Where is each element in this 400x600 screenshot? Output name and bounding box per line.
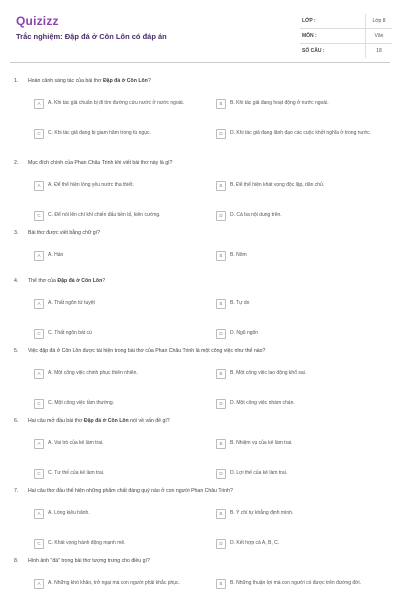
option-text: B. Khi tác giả đang hoạt động ở nước ngoài. bbox=[230, 100, 329, 106]
answer-option[interactable] bbox=[216, 100, 381, 109]
question-item bbox=[0, 418, 400, 476]
option-text: C. Khát vọng hành động mạnh mẽ. bbox=[48, 540, 126, 546]
option-letter-box: A bbox=[34, 251, 44, 261]
question-prompt-bold: Đập đá ở Côn Lôn bbox=[83, 418, 129, 424]
option-text: A. Vai trò của kẻ làm trai. bbox=[48, 440, 104, 446]
option-text: B. Tự do bbox=[230, 300, 250, 306]
option-letter-box: B bbox=[216, 369, 226, 379]
meta-value: 18 bbox=[365, 44, 392, 58]
question-prompt-text: Việc đập đá ở Côn Lôn được tái hiện trong bài thơ của Phan Châu Trinh là một công việc như thế nào? bbox=[28, 348, 266, 354]
option-letter-box: B bbox=[216, 579, 226, 589]
question-number: 6. bbox=[14, 418, 19, 424]
option-text: C. Khi tác giả đang bị giam hãm trong tù ngục. bbox=[48, 130, 151, 136]
answer-option[interactable] bbox=[216, 440, 381, 449]
page-title: Trắc nghiệm: Đập đá ở Côn Lôn có đáp án bbox=[16, 32, 167, 41]
answer-option[interactable] bbox=[34, 212, 199, 221]
question-number: 4. bbox=[14, 278, 19, 284]
question-prompt-text: Hai câu thơ đầu thể hiện những phẩm chất đáng quý nào ở con người Phan Châu Trinh? bbox=[28, 488, 233, 494]
option-letter-box: C bbox=[34, 399, 44, 409]
answer-option[interactable] bbox=[34, 252, 199, 261]
option-letter-box: D bbox=[216, 399, 226, 409]
option-letter-box: C bbox=[34, 329, 44, 339]
question-text bbox=[0, 160, 400, 166]
question-prompt bbox=[28, 78, 151, 84]
answer-option[interactable] bbox=[34, 580, 199, 589]
answer-option[interactable] bbox=[34, 130, 199, 139]
answer-option[interactable] bbox=[216, 370, 381, 379]
question-prompt-bold: Đập đá ở Côn Lôn bbox=[57, 278, 103, 284]
option-letter-box: B bbox=[216, 439, 226, 449]
question-item bbox=[0, 160, 400, 218]
question-prompt-text: Hai câu mở đầu bài thơ bbox=[28, 418, 84, 424]
question-prompt bbox=[28, 488, 233, 494]
meta-label: MÔN : bbox=[302, 33, 317, 39]
question-item bbox=[0, 278, 400, 336]
question-prompt-text: ? bbox=[102, 278, 106, 284]
option-text: B. Ý chí tự khẳng định mình. bbox=[230, 510, 294, 516]
option-letter-box: C bbox=[34, 211, 44, 221]
question-prompt-text: Mục đích chính của Phan Châu Trinh khi viết bài thơ này là gì? bbox=[28, 160, 173, 166]
meta-row-grade bbox=[300, 14, 392, 29]
answer-option[interactable] bbox=[34, 540, 199, 549]
option-text: B. Một công việc lao động khổ sai. bbox=[230, 370, 307, 376]
option-letter-box: A bbox=[34, 181, 44, 191]
question-prompt bbox=[28, 160, 172, 166]
option-text: C. Một công việc tầm thường. bbox=[48, 400, 115, 406]
answer-option[interactable] bbox=[216, 182, 381, 191]
question-prompt-text: Bài thơ được viết bằng chữ gì? bbox=[28, 230, 101, 236]
option-text: A. Thất ngôn tứ tuyệt bbox=[48, 300, 95, 306]
option-text: A. Để thể hiện lòng yêu nước tha thiết. bbox=[48, 182, 134, 188]
meta-label: SỐ CÂU : bbox=[302, 48, 325, 54]
question-item bbox=[0, 348, 400, 406]
question-text bbox=[0, 230, 400, 236]
question-item bbox=[0, 78, 400, 136]
question-prompt-text: Thể thơ của bbox=[28, 278, 58, 284]
answer-option[interactable] bbox=[34, 440, 199, 449]
option-letter-box: B bbox=[216, 99, 226, 109]
question-prompt-text: Hoàn cảnh sáng tác của bài thơ bbox=[28, 78, 103, 84]
option-text: C. Tư thế của kẻ làm trai. bbox=[48, 470, 105, 476]
option-text: A. Những khó khăn, trở ngại mà con người phải khắc phục. bbox=[48, 580, 180, 586]
option-letter-box: D bbox=[216, 329, 226, 339]
answer-option[interactable] bbox=[216, 540, 381, 549]
question-prompt-text: Hình ảnh "đá" trong bài thơ tượng trưng cho điều gì? bbox=[28, 558, 150, 564]
meta-value: Văn bbox=[365, 29, 392, 43]
question-number: 7. bbox=[14, 488, 19, 494]
option-letter-box: A bbox=[34, 99, 44, 109]
answer-option[interactable] bbox=[216, 580, 381, 589]
option-letter-box: D bbox=[216, 129, 226, 139]
option-text: A. Một công việc chinh phục thiên nhiên. bbox=[48, 370, 138, 376]
answer-option[interactable] bbox=[216, 130, 381, 139]
option-letter-box: A bbox=[34, 579, 44, 589]
question-prompt bbox=[28, 230, 100, 236]
question-prompt-text: nói về vấn đề gì? bbox=[128, 418, 170, 424]
question-text bbox=[0, 78, 400, 84]
option-text: A. Khi tác giả chuẩn bị đi tìm đường cứu nước ở nước ngoài. bbox=[48, 100, 185, 106]
question-number: 2. bbox=[14, 160, 19, 166]
meta-table bbox=[300, 14, 392, 58]
option-text: D. Kết hợp cả A, B, C. bbox=[230, 540, 280, 546]
answer-option[interactable] bbox=[34, 470, 199, 479]
option-text: B. Nôm bbox=[230, 252, 247, 258]
option-text: D. Lợi thế của kẻ làm trai. bbox=[230, 470, 288, 476]
question-text bbox=[0, 278, 400, 284]
answer-option[interactable] bbox=[216, 300, 381, 309]
answer-option[interactable] bbox=[216, 510, 381, 519]
option-letter-box: A bbox=[34, 509, 44, 519]
option-text: C. Để nói lên chí khí chiến đấu bền bỉ, kiên cường. bbox=[48, 212, 161, 218]
meta-value: Lớp 8 bbox=[365, 14, 392, 28]
answer-option[interactable] bbox=[34, 330, 199, 339]
answer-option[interactable] bbox=[216, 252, 381, 261]
option-text: D. Ngũ ngôn bbox=[230, 330, 259, 336]
question-prompt bbox=[28, 558, 150, 564]
option-letter-box: D bbox=[216, 539, 226, 549]
option-letter-box: D bbox=[216, 469, 226, 479]
meta-label: LỚP : bbox=[302, 18, 316, 24]
answer-option[interactable] bbox=[34, 182, 199, 191]
answer-option[interactable] bbox=[216, 330, 381, 339]
question-number: 1. bbox=[14, 78, 19, 84]
meta-row-count bbox=[300, 44, 392, 58]
question-number: 3. bbox=[14, 230, 19, 236]
header-divider bbox=[10, 62, 390, 63]
question-text bbox=[0, 558, 400, 564]
option-letter-box: D bbox=[216, 211, 226, 221]
question-item bbox=[0, 230, 400, 258]
option-letter-box: A bbox=[34, 299, 44, 309]
answer-option[interactable] bbox=[216, 400, 381, 409]
option-letter-box: A bbox=[34, 439, 44, 449]
question-prompt bbox=[28, 418, 170, 424]
question-number: 8. bbox=[14, 558, 19, 564]
option-letter-box: B bbox=[216, 299, 226, 309]
option-text: A. Hán bbox=[48, 252, 64, 258]
question-item bbox=[0, 558, 400, 586]
option-letter-box: A bbox=[34, 369, 44, 379]
answer-option[interactable] bbox=[34, 300, 199, 309]
answer-option[interactable] bbox=[34, 510, 199, 519]
question-prompt bbox=[28, 348, 265, 354]
answer-option[interactable] bbox=[34, 370, 199, 379]
answer-option[interactable] bbox=[34, 400, 199, 409]
question-prompt bbox=[28, 278, 105, 284]
option-text: C. Thất ngôn bát cú bbox=[48, 330, 92, 336]
question-text bbox=[0, 488, 400, 494]
question-number: 5. bbox=[14, 348, 19, 354]
question-item bbox=[0, 488, 400, 546]
question-prompt-text: ? bbox=[147, 78, 151, 84]
answer-option[interactable] bbox=[216, 212, 381, 221]
answer-option[interactable] bbox=[34, 100, 199, 109]
question-text bbox=[0, 348, 400, 354]
option-letter-box: B bbox=[216, 251, 226, 261]
option-text: B. Nhiệm vụ của kẻ làm trai. bbox=[230, 440, 293, 446]
option-letter-box: C bbox=[34, 539, 44, 549]
option-letter-box: C bbox=[34, 129, 44, 139]
option-text: A. Lòng kiêu hãnh. bbox=[48, 510, 90, 516]
question-text bbox=[0, 418, 400, 424]
option-letter-box: B bbox=[216, 509, 226, 519]
option-text: B. Những thuận lợi mà con người có được trên đường đời. bbox=[230, 580, 361, 586]
option-text: D. Một công việc nhàm chán. bbox=[230, 400, 295, 406]
meta-row-subject bbox=[300, 29, 392, 44]
option-text: D. Khi tác giả đang lãnh đạo các cuộc khởi nghĩa ở trong nước. bbox=[230, 130, 372, 136]
answer-option[interactable] bbox=[216, 470, 381, 479]
option-letter-box: C bbox=[34, 469, 44, 479]
option-letter-box: B bbox=[216, 181, 226, 191]
quizizz-logo: Quizizz bbox=[16, 14, 59, 28]
option-text: B. Để thể hiện khát vọng độc lập, dân chủ. bbox=[230, 182, 325, 188]
option-text: D. Cả ba nội dung trên. bbox=[230, 212, 282, 218]
question-prompt-bold: Đập đá ở Côn Lôn bbox=[102, 78, 148, 84]
